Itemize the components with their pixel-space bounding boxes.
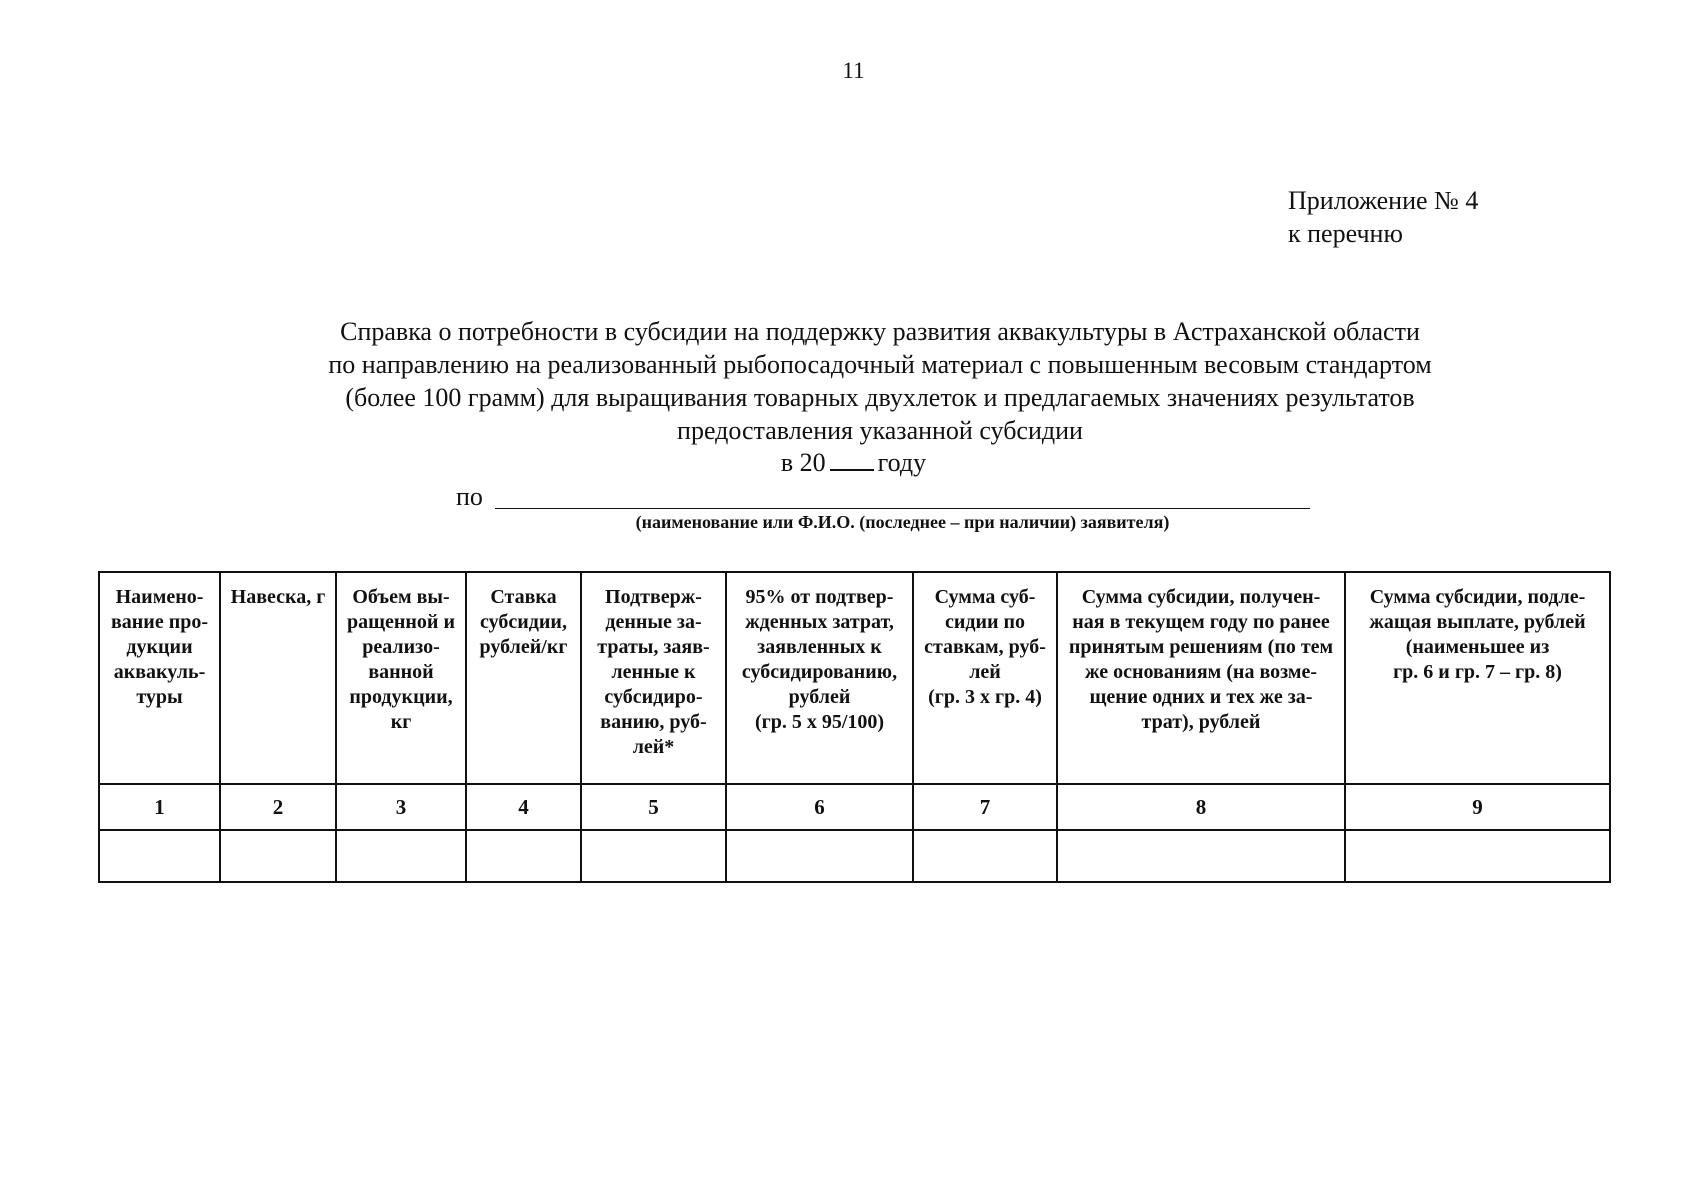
column-number: 3 bbox=[336, 784, 466, 830]
column-number: 2 bbox=[220, 784, 336, 830]
header-confirmed-costs: Подтверж- денные за- траты, заяв- ленные к субсидиро- ванию, руб- лей* bbox=[581, 572, 726, 784]
column-number: 4 bbox=[466, 784, 581, 830]
header-subsidy-payable: Сумма субсидии, подле- жащая выплате, рублей (наименьшее из гр. 6 и гр. 7 – гр. 8) bbox=[1345, 572, 1610, 784]
data-cell-rate[interactable] bbox=[466, 830, 581, 882]
year-suffix: году bbox=[877, 448, 927, 477]
column-number: 9 bbox=[1345, 784, 1610, 830]
column-number: 6 bbox=[726, 784, 913, 830]
title-line-1: Справка о потребности в субсидии на поддержку развития аквакультуры в Астраханской области bbox=[340, 317, 1420, 346]
data-cell-subsidy-by-rates[interactable] bbox=[913, 830, 1057, 882]
page-number: 11 bbox=[842, 58, 865, 83]
data-cell-product-name[interactable] bbox=[99, 830, 220, 882]
column-number-row bbox=[99, 784, 1610, 830]
applicant-caption: (наименование или Ф.И.О. (последнее – при наличии) заявителя) bbox=[635, 512, 1170, 532]
header-weight: Навеска, г bbox=[220, 572, 336, 784]
year-blank-field[interactable] bbox=[830, 447, 874, 471]
data-cell-subsidy-received[interactable] bbox=[1057, 830, 1345, 882]
appendix-line-1: Приложение № 4 bbox=[1288, 186, 1479, 215]
table-row bbox=[99, 830, 1610, 882]
data-cell-weight[interactable] bbox=[220, 830, 336, 882]
title-line-3: (более 100 грамм) для выращивания товарных двухлеток и предлагаемых значениях результатов bbox=[345, 383, 1415, 412]
title-line-4: предоставления указанной субсидии bbox=[677, 416, 1083, 445]
header-product-name: Наимено- вание про- дукции аквакуль- туры bbox=[99, 572, 220, 784]
applicant-blank-field[interactable] bbox=[495, 508, 1310, 509]
column-number: 1 bbox=[99, 784, 220, 830]
year-line bbox=[0, 447, 1707, 478]
data-cell-volume[interactable] bbox=[336, 830, 466, 882]
subsidy-table bbox=[98, 571, 1611, 883]
header-rate: Ставка субсидии, рублей/кг bbox=[466, 572, 581, 784]
data-cell-confirmed-costs[interactable] bbox=[581, 830, 726, 882]
document-title bbox=[200, 315, 1560, 447]
year-prefix: в 20 bbox=[780, 448, 826, 477]
appendix-label bbox=[1288, 184, 1478, 250]
header-subsidy-received: Сумма субсидии, получен- ная в текущем году по ранее принятым решениям (по тем же основаниям (на возме- щение одних и тех же за- трат), рублей bbox=[1057, 572, 1345, 784]
data-cell-subsidy-payable[interactable] bbox=[1345, 830, 1610, 882]
header-95-percent: 95% от подтвер- жденных затрат, заявленных к субсидированию, рублей (гр. 5 х 95/100) bbox=[726, 572, 913, 784]
title-line-2: по направлению на реализованный рыбопосадочный материал с повышенным весовым стандартом bbox=[328, 350, 1432, 379]
data-cell-95-percent[interactable] bbox=[726, 830, 913, 882]
column-number: 7 bbox=[913, 784, 1057, 830]
appendix-line-2: к перечню bbox=[1288, 219, 1403, 248]
applicant-label: по bbox=[456, 482, 483, 511]
table-header-row bbox=[99, 572, 1610, 784]
column-number: 5 bbox=[581, 784, 726, 830]
column-number: 8 bbox=[1057, 784, 1345, 830]
header-volume: Объем вы- ращенной и реализо- ванной продукции, кг bbox=[336, 572, 466, 784]
header-subsidy-by-rates: Сумма суб- сидии по ставкам, руб- лей (гр. 3 х гр. 4) bbox=[913, 572, 1057, 784]
